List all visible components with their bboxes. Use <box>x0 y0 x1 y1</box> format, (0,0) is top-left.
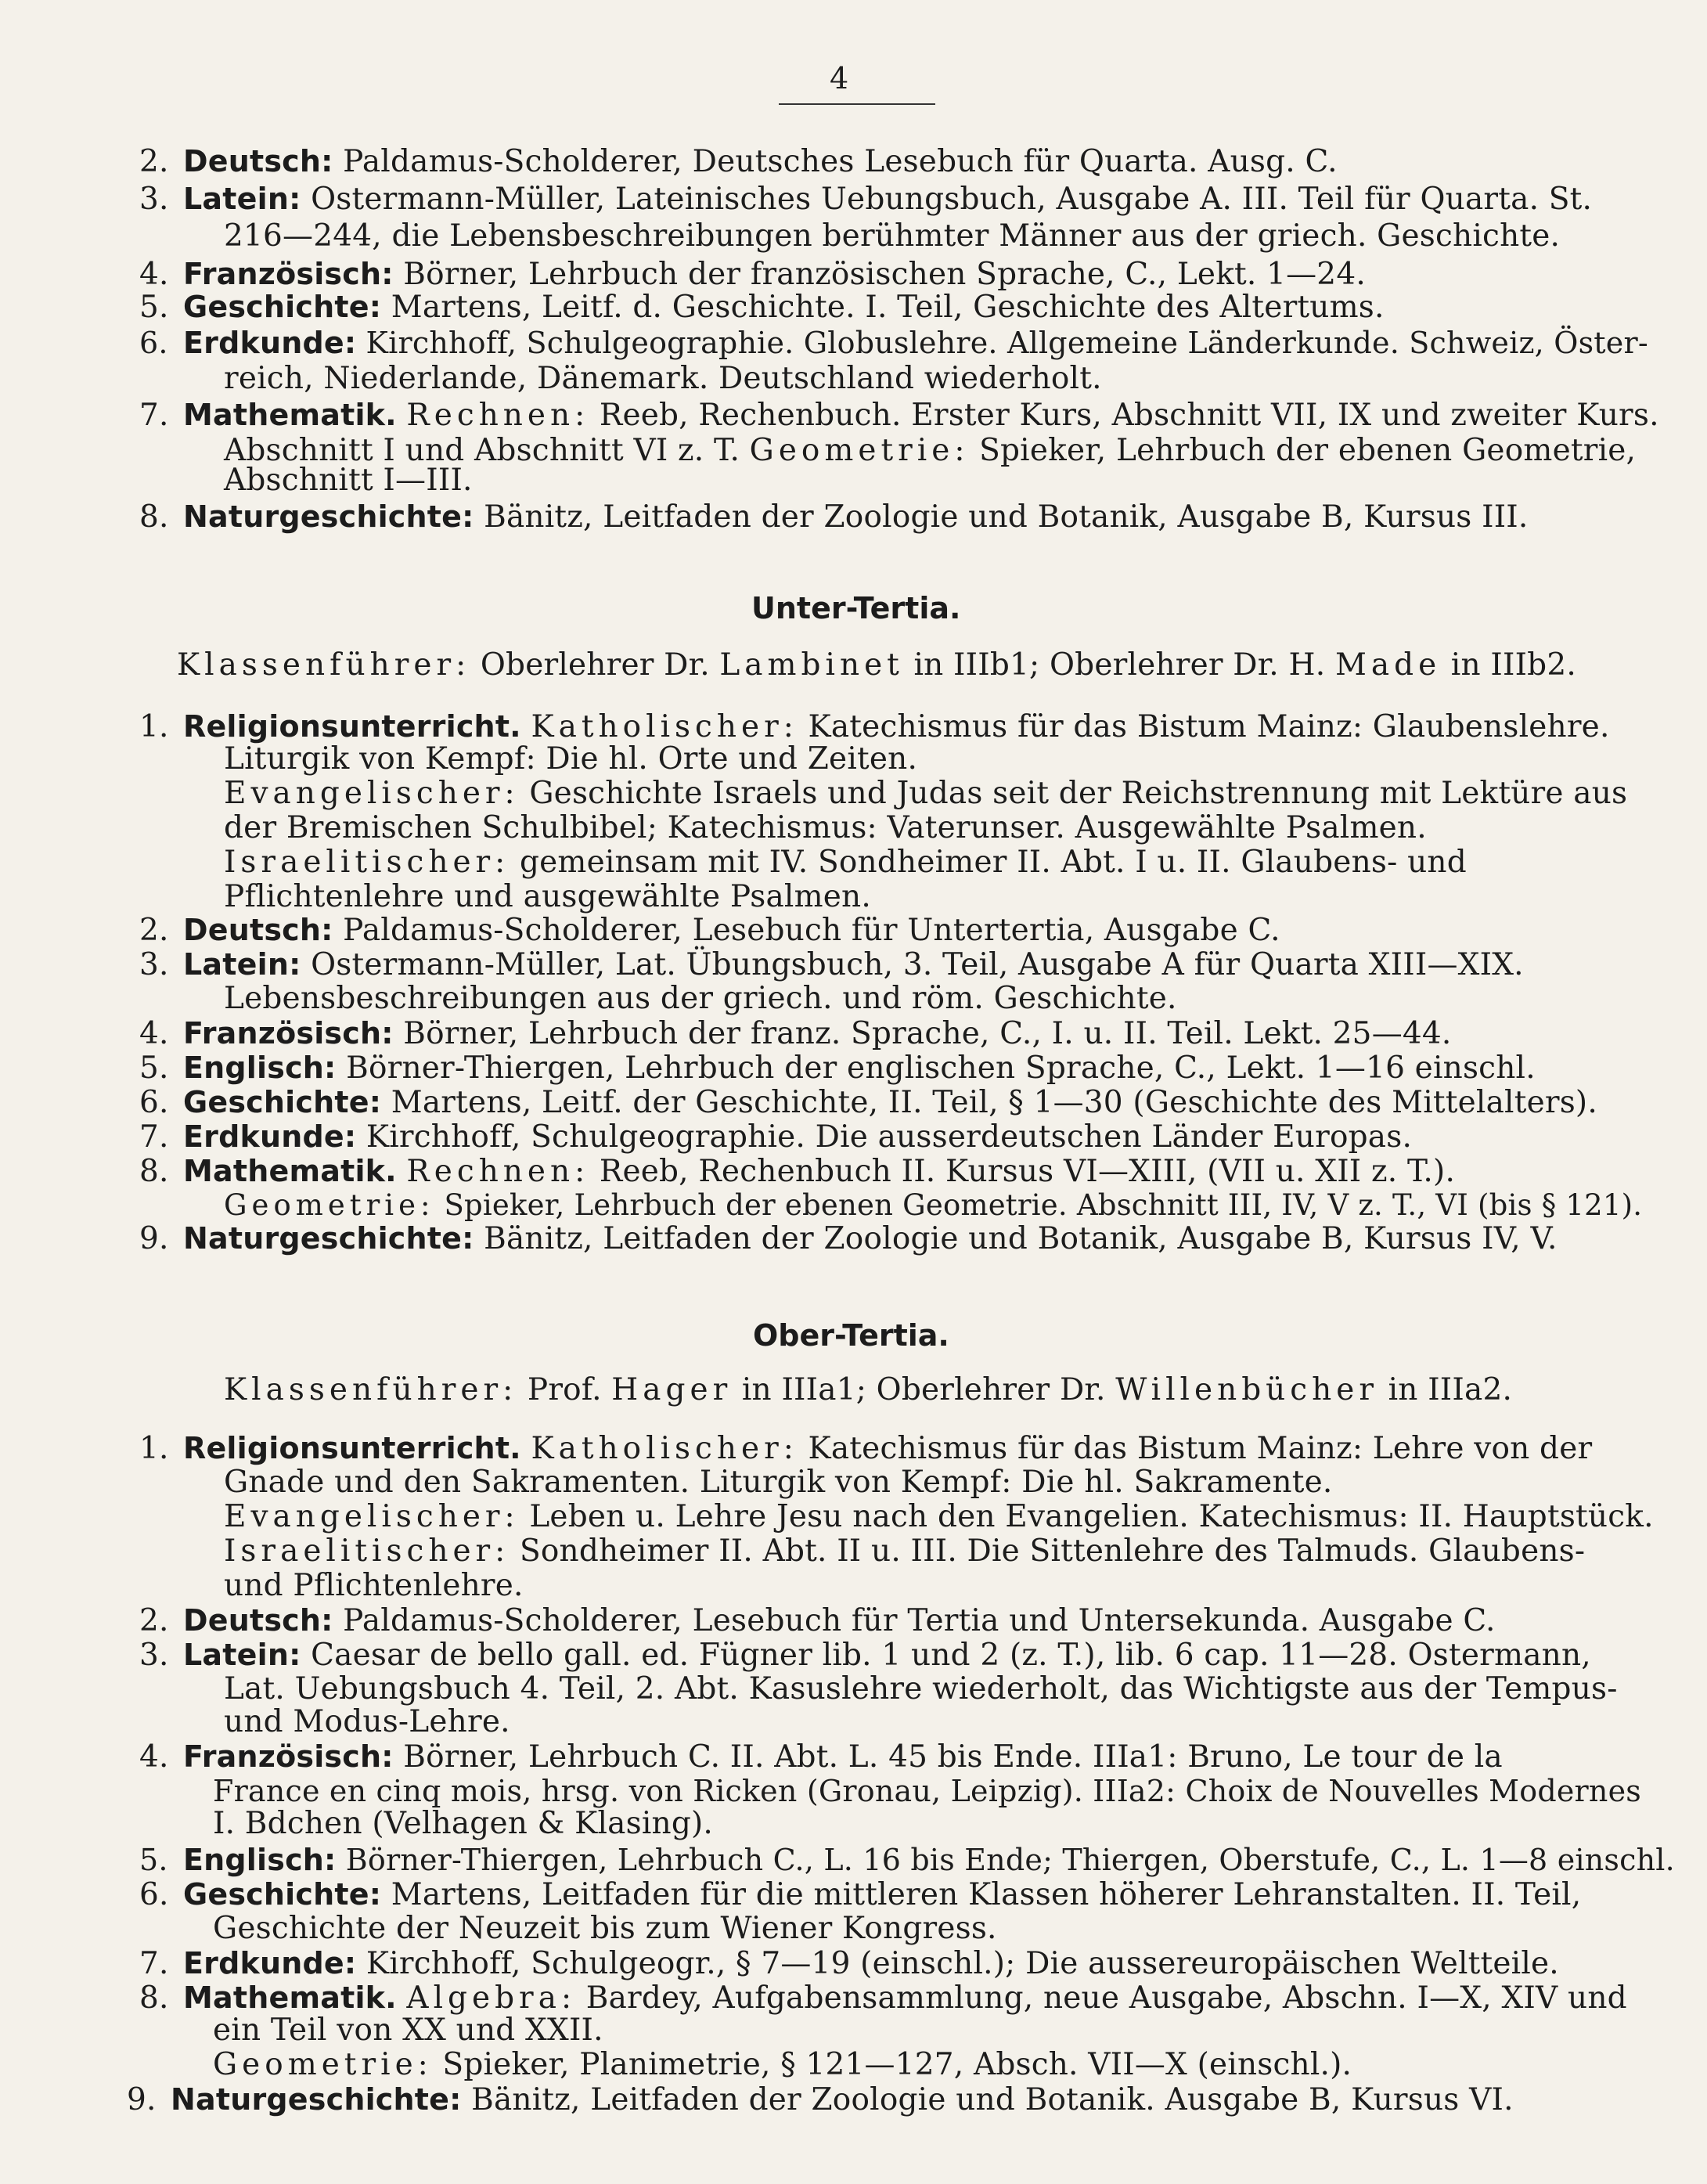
page-number: 4 <box>830 61 849 96</box>
list-item-cont: 216—244, die Lebensbeschreibungen berühmter Männer aus der griech. Geschichte. <box>224 218 1561 254</box>
class-leader-line: Klassenführer: Prof. Hager in IIIa1; Oberlehrer Dr. Willenbücher in IIIa2. <box>224 1372 1513 1407</box>
list-item: 6. Geschichte: Martens, Leitf. der Geschichte, II. Teil, § 1—30 (Geschichte des Mittelalters). <box>139 1085 1597 1120</box>
list-item: 2. Deutsch: Paldamus-Scholderer, Deutsches Lesebuch für Quarta. Ausg. C. <box>139 144 1338 179</box>
list-item-cont: Gnade und den Sakramenten. Liturgik von Kempf: Die hl. Sakramente. <box>224 1465 1333 1500</box>
list-item: 5. Englisch: Börner-Thiergen, Lehrbuch der englischen Sprache, C., Lekt. 1—16 einschl. <box>139 1051 1536 1086</box>
page-number-rule <box>779 103 935 105</box>
list-item: 7. Erdkunde: Kirchhoff, Schulgeogr., § 7—19 (einschl.); Die aussereuropäischen Weltteile. <box>139 1946 1559 1981</box>
list-item-cont: Geometrie: Spieker, Planimetrie, § 121—127, Absch. VII—X (einschl.). <box>213 2047 1352 2082</box>
list-item-cont: und Modus-Lehre. <box>224 1704 510 1739</box>
list-item: 1. Religionsunterricht. Katholischer: Katechismus für das Bistum Mainz: Glaubenslehre. <box>139 709 1610 744</box>
list-item: 7. Erdkunde: Kirchhoff, Schulgeographie. Die ausserdeutschen Länder Europas. <box>139 1119 1413 1155</box>
list-item: 2. Deutsch: Paldamus-Scholderer, Lesebuch für Tertia und Untersekunda. Ausgabe C. <box>139 1603 1496 1638</box>
list-item: 3. Latein: Ostermann-Müller, Lat. Übungsbuch, 3. Teil, Ausgabe A für Quarta XIII—XIX. <box>139 947 1524 982</box>
list-item: 8. Mathematik. Algebra: Bardey, Aufgabensammlung, neue Ausgabe, Abschn. I—X, XIV und <box>139 1980 1627 2016</box>
list-item: 1. Religionsunterricht. Katholischer: Katechismus für das Bistum Mainz: Lehre von der <box>139 1431 1593 1466</box>
list-item-cont: Pflichtenlehre und ausgewählte Psalmen. <box>224 879 871 914</box>
list-item-cont: und Pflichtenlehre. <box>224 1568 524 1603</box>
list-item-cont: reich, Niederlande, Dänemark. Deutschland wiederholt. <box>224 361 1102 396</box>
class-leader-line: Klassenführer: Oberlehrer Dr. Lambinet in IIIb1; Oberlehrer Dr. H. Made in IIIb2. <box>177 647 1576 683</box>
list-item: 4. Französisch: Börner, Lehrbuch C. II. Abt. L. 45 bis Ende. IIIa1: Bruno, Le tour de la <box>139 1739 1503 1775</box>
list-item-cont: I. Bdchen (Velhagen & Klasing). <box>213 1806 714 1841</box>
list-item: 8. Naturgeschichte: Bänitz, Leitfaden der Zoologie und Botanik, Ausgabe B, Kursus III. <box>139 499 1529 535</box>
list-item-cont: Liturgik von Kempf: Die hl. Orte und Zeiten. <box>224 741 918 777</box>
list-item-cont: Evangelischer: Geschichte Israels und Judas seit der Reichstrennung mit Lektüre aus <box>224 776 1628 811</box>
list-item: 3. Latein: Ostermann-Müller, Lateinisches Uebungsbuch, Ausgabe A. III. Teil für Quarta. St. <box>139 182 1593 217</box>
list-item: 9. Naturgeschichte: Bänitz, Leitfaden der Zoologie und Botanik, Ausgabe B, Kursus IV, V. <box>139 1221 1558 1256</box>
list-item: 4. Französisch: Börner, Lehrbuch der französischen Sprache, C., Lekt. 1—24. <box>139 257 1366 292</box>
list-item: 6. Erdkunde: Kirchhoff, Schulgeographie. Globuslehre. Allgemeine Länderkunde. Schweiz, Öster- <box>139 326 1648 360</box>
list-item-cont: Lebensbeschreibungen aus der griech. und röm. Geschichte. <box>224 981 1177 1016</box>
list-item: 5. Englisch: Börner-Thiergen, Lehrbuch C., L. 16 bis Ende; Thiergen, Oberstufe, C., L. 1—8 einschl. <box>139 1843 1675 1877</box>
list-item-cont: Geometrie: Spieker, Lehrbuch der ebenen Geometrie. Abschnitt III, IV, V z. T., VI (bis § 121). <box>224 1188 1643 1222</box>
list-item-cont: Israelitischer: gemeinsam mit IV. Sondheimer II. Abt. I u. II. Glaubens- und <box>224 845 1467 880</box>
list-item-cont: Abschnitt I und Abschnitt VI z. T. Geometrie: Spieker, Lehrbuch der ebenen Geometrie, <box>224 433 1637 468</box>
section-heading-untertertia: Unter-Tertia. <box>751 591 961 625</box>
list-item: 4. Französisch: Börner, Lehrbuch der franz. Sprache, C., I. u. II. Teil. Lekt. 25—44. <box>139 1016 1452 1051</box>
list-item: 6. Geschichte: Martens, Leitfaden für die mittleren Klassen höherer Lehranstalten. II. Teil, <box>139 1877 1582 1912</box>
list-item-cont: Geschichte der Neuzeit bis zum Wiener Kongress. <box>213 1911 997 1946</box>
list-item: 8. Mathematik. Rechnen: Reeb, Rechenbuch II. Kursus VI—XIII, (VII u. XII z. T.). <box>139 1154 1456 1189</box>
list-item: 2. Deutsch: Paldamus-Scholderer, Lesebuch für Untertertia, Ausgabe C. <box>139 913 1280 948</box>
section-heading-obertertia: Ober-Tertia. <box>753 1318 949 1353</box>
list-item-cont: Evangelischer: Leben u. Lehre Jesu nach den Evangelien. Katechismus: II. Hauptstück. <box>224 1499 1654 1534</box>
list-item-cont: Lat. Uebungsbuch 4. Teil, 2. Abt. Kasuslehre wiederholt, das Wichtigste aus der Tempus- <box>224 1671 1618 1706</box>
list-item-cont: ein Teil von XX und XXII. <box>213 2013 603 2048</box>
list-item: 7. Mathematik. Rechnen: Reeb, Rechenbuch. Erster Kurs, Abschnitt VII, IX und zweiter Kurs. <box>139 398 1659 433</box>
list-item: 5. Geschichte: Martens, Leitf. d. Geschichte. I. Teil, Geschichte des Altertums. <box>139 290 1385 325</box>
list-item-cont: Abschnitt I—III. <box>224 463 473 498</box>
list-item-cont: der Bremischen Schulbibel; Katechismus: Vaterunser. Ausgewählte Psalmen. <box>224 810 1427 845</box>
list-item-cont: Israelitischer: Sondheimer II. Abt. II u. III. Die Sittenlehre des Talmuds. Glaubens- <box>224 1533 1586 1569</box>
list-item-cont: France en cinq mois, hrsg. von Ricken (Gronau, Leipzig). IIIa2: Choix de Nouvelles Modernes <box>213 1774 1641 1808</box>
list-item: 3. Latein: Caesar de bello gall. ed. Fügner lib. 1 und 2 (z. T.), lib. 6 cap. 11—28. Ostermann, <box>139 1638 1591 1673</box>
list-item: 9. Naturgeschichte: Bänitz, Leitfaden der Zoologie und Botanik. Ausgabe B, Kursus VI. <box>127 2082 1514 2117</box>
